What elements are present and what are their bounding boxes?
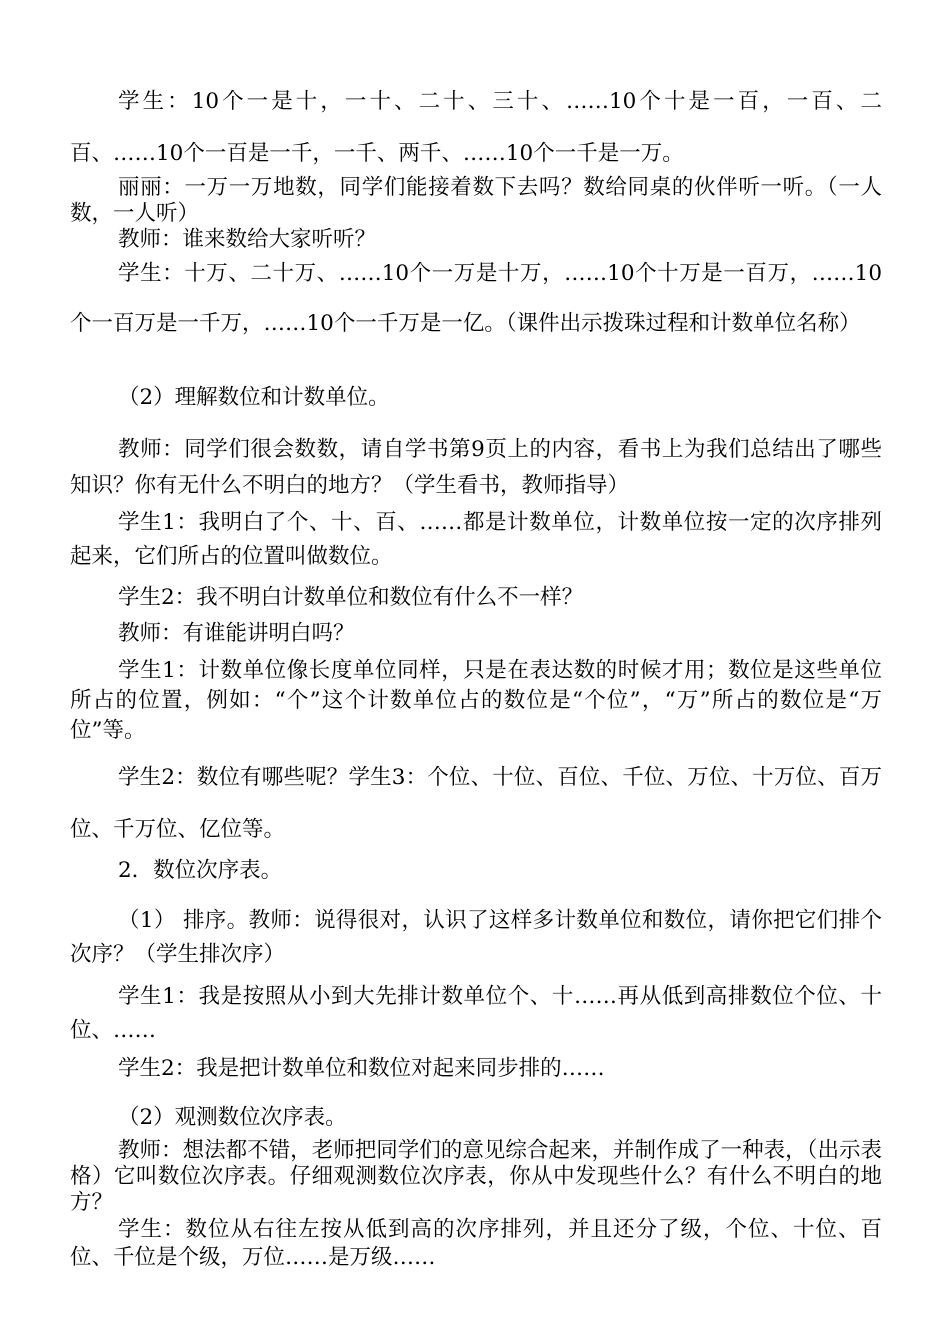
paragraph-1: 学生：10个一是十，一十、二十、三十、……10个十是一百，一百、二百、……10个一百是一千，一千、两千、……10个一千是一万。 — [70, 89, 882, 166]
paragraph-17: 学生：数位从右往左按从低到高的次序排列，并且还分了级，个位、十位、百位、千位是个级，万位……是万级…… — [70, 1217, 882, 1270]
paragraph-6: 教师：同学们很会数数，请自学书第9页上的内容，看书上为我们总结出了哪些知识？你有无什么不明白的地方？（学生看书，教师指导） — [70, 437, 882, 498]
paragraph-5: （2）理解数位和计数单位。 — [118, 385, 390, 410]
paragraph-3: 教师：谁来数给大家听听？ — [118, 227, 377, 252]
paragraph-9: 教师：有谁能讲明白吗？ — [118, 621, 355, 646]
paragraph-8: 学生2：我不明白计数单位和数位有什么不一样？ — [118, 585, 584, 610]
paragraph-2: 丽丽：一万一万地数，同学们能接着数下去吗？数给同桌的伙伴听一听。（一人数，一人听） — [70, 175, 882, 226]
paragraph-12: （1） 排序。教师：说得很对，认识了这样多计数单位和数位，请你把它们排个次序？（学生排次序） — [70, 908, 882, 967]
paragraph-4: 学生：十万、二十万、……10个一万是十万，……10个十万是一百万，……10个一百万是一千万，……10个一千万是一亿。（课件出示拨珠过程和计数单位名称） — [70, 261, 882, 336]
paragraph-14: 学生2：我是把计数单位和数位对起来同步排的…… — [118, 1056, 605, 1081]
paragraph-16: 教师：想法都不错，老师把同学们的意见综合起来，并制作成了一种表，（出示表格）它叫数位次序表。仔细观测数位次序表，你从中发现些什么？有什么不明白的地方？ — [70, 1138, 882, 1215]
section-heading-2: 2．数位次序表。 — [118, 858, 283, 883]
paragraph-13: 学生1：我是按照从小到大先排计数单位个、十……再从低到高排数位个位、十位、…… — [70, 984, 882, 1043]
paragraph-10: 学生1：计数单位像长度单位同样，只是在表达数的时候才用；数位是这些单位所占的位置，例如：“个”这个计数单位占的数位是“个位”，“万”所占的数位是“万位”等。 — [70, 658, 882, 743]
paragraph-7: 学生1：我明白了个、十、百、……都是计数单位，计数单位按一定的次序排列起来，它们所占的位置叫做数位。 — [70, 510, 882, 569]
paragraph-11: 学生2：数位有哪些呢？学生3：个位、十位、百位、千位、万位、十万位、百万位、千万位、亿位等。 — [70, 765, 882, 842]
paragraph-15: （2）观测数位次序表。 — [118, 1105, 347, 1130]
